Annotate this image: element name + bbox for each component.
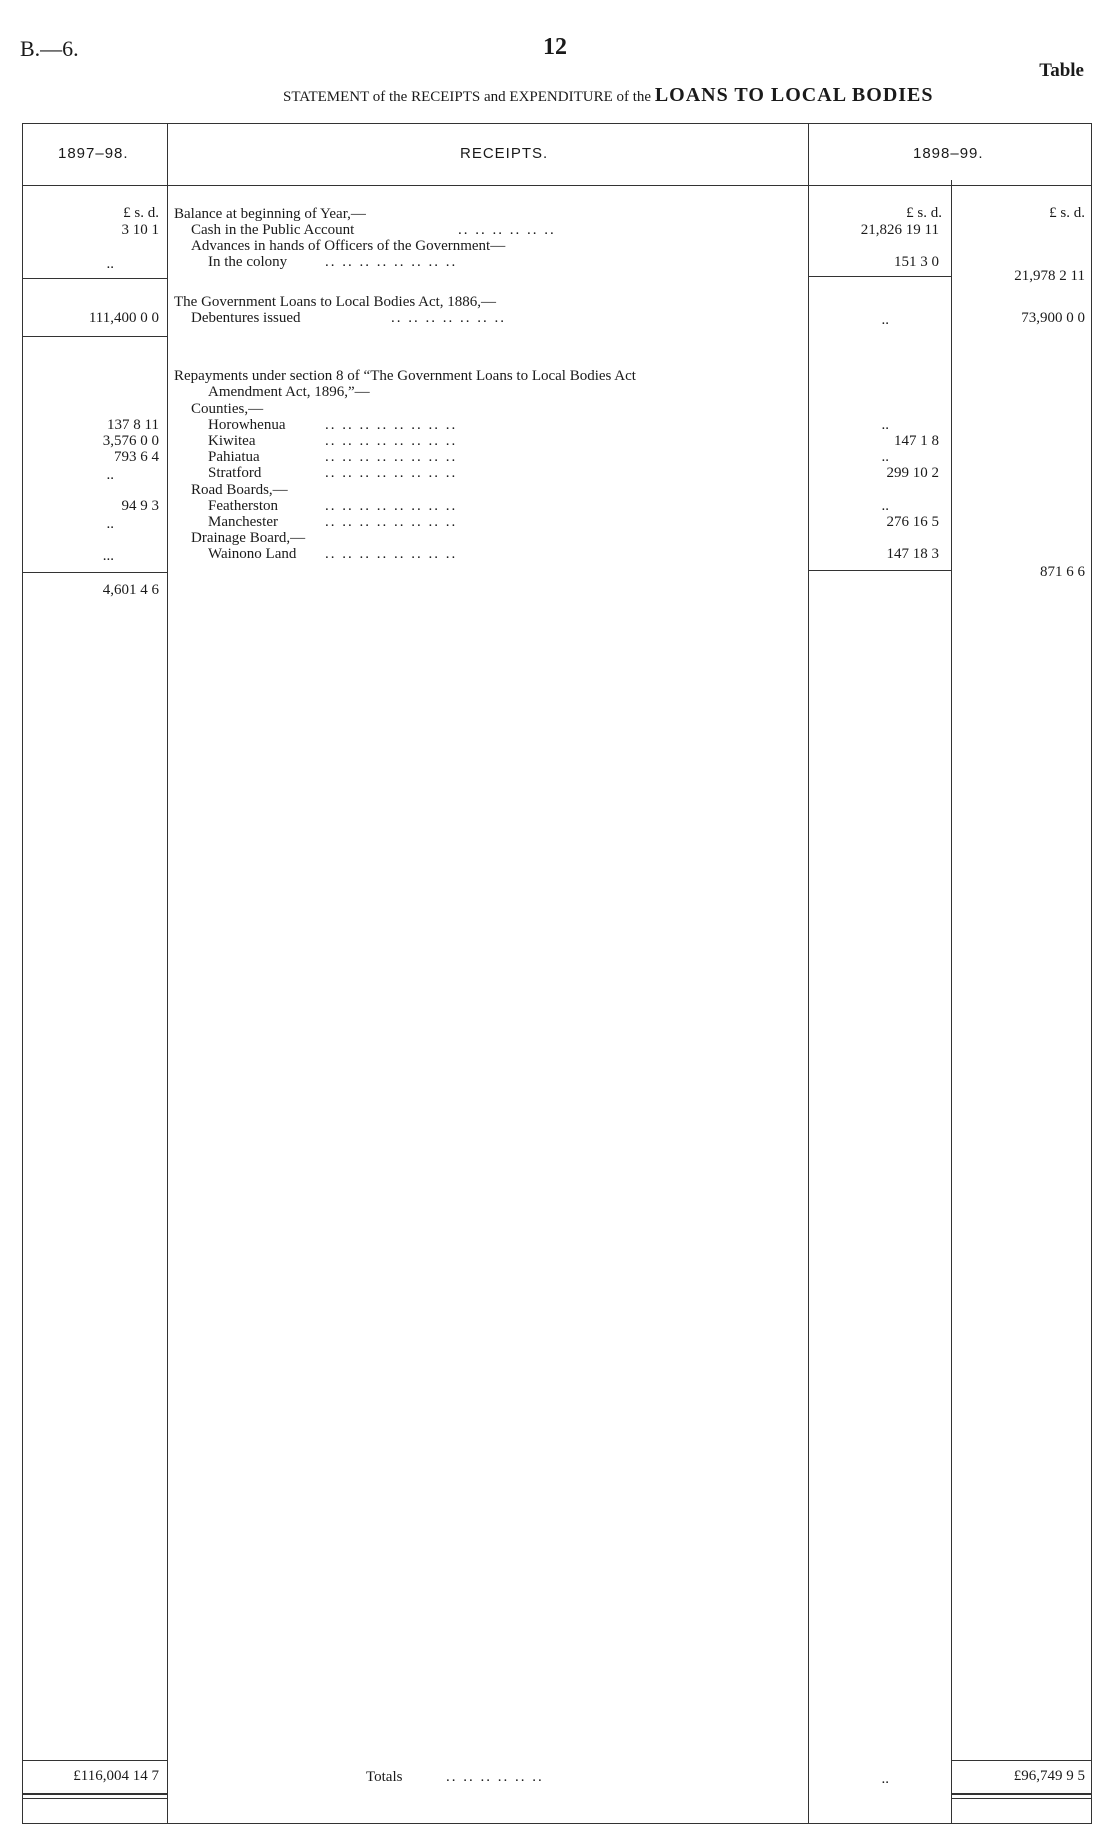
- leader-dots: .. .. .. .. .. ..: [458, 222, 556, 238]
- statement-title-main: LOANS TO LOCAL BODIES: [654, 84, 934, 106]
- colony-prev-amount: ..: [106, 256, 114, 272]
- totals-curr-amount: £96,749 9 5: [1013, 1768, 1085, 1784]
- wainono-curr-amount: 147 18 3: [886, 546, 939, 562]
- leader-dots: .. .. .. .. .. .. .. ..: [325, 546, 458, 562]
- table-left-border: [22, 123, 23, 1823]
- debentures-curr-amount: ..: [881, 312, 889, 328]
- leader-dots: .. .. .. .. .. .. .. ..: [325, 433, 458, 449]
- table-bottom-border: [22, 1823, 1092, 1824]
- column-divider-1: [167, 123, 168, 1823]
- leader-dots: .. .. .. .. .. .. ..: [391, 310, 506, 326]
- manchester-curr-amount: 276 16 5: [886, 514, 939, 530]
- column-heading-receipts: RECEIPTS.: [460, 145, 549, 162]
- kiwitea-curr-amount: 147 1 8: [894, 433, 939, 449]
- wainono-prev-amount: ...: [102, 548, 114, 564]
- leader-dots: .. .. .. .. .. ..: [446, 1769, 544, 1785]
- subtotal-rule: [22, 336, 167, 337]
- horowhenua-prev-amount: 137 8 11: [107, 417, 159, 433]
- act-1886-heading: The Government Loans to Local Bodies Act, 1886,—: [174, 294, 497, 310]
- leader-dots: .. .. .. .. .. .. .. ..: [325, 465, 458, 481]
- subtotal-rule: [808, 276, 951, 277]
- cash-public-account-label: Cash in the Public Account: [191, 222, 355, 238]
- cash-prev-amount: 3 10 1: [121, 222, 159, 238]
- leader-dots: .. .. .. .. .. .. .. ..: [325, 498, 458, 514]
- repayments-total-prev: 4,601 4 6: [102, 582, 159, 598]
- featherston-prev-amount: 94 9 3: [121, 498, 159, 514]
- totals-mid-amount: ..: [881, 1771, 889, 1787]
- totals-double-rule: [951, 1798, 1092, 1799]
- horowhenua-curr-amount: ..: [881, 417, 889, 433]
- totals-top-rule: [951, 1760, 1092, 1761]
- featherston-curr-amount: ..: [881, 498, 889, 514]
- featherston-label: Featherston: [208, 498, 278, 514]
- road-boards-heading: Road Boards,—: [191, 482, 288, 498]
- stratford-prev-amount: ..: [106, 467, 114, 483]
- table-label: Table: [1039, 60, 1084, 81]
- stratford-label: Stratford: [208, 465, 262, 481]
- subtotal-rule: [808, 570, 951, 571]
- table-right-border: [1091, 123, 1092, 1823]
- manchester-label: Manchester: [208, 514, 278, 530]
- debentures-issued-label: Debentures issued: [191, 310, 301, 326]
- totals-double-rule: [22, 1793, 167, 1795]
- totals-double-rule: [951, 1793, 1092, 1795]
- leader-dots: .. .. .. .. .. .. .. ..: [325, 254, 458, 270]
- pahiatua-label: Pahiatua: [208, 449, 260, 465]
- pahiatua-curr-amount: ..: [881, 449, 889, 465]
- totals-top-rule: [22, 1760, 167, 1761]
- wainono-land-label: Wainono Land: [208, 546, 297, 562]
- debentures-prev-amount: 111,400 0 0: [88, 310, 159, 326]
- manchester-prev-amount: ..: [106, 516, 114, 532]
- repayments-heading-line2: Amendment Act, 1896,”—: [208, 384, 370, 400]
- totals-double-rule: [22, 1798, 167, 1799]
- subtotal-rule: [22, 572, 167, 573]
- totals-prev-amount: £116,004 14 7: [73, 1768, 159, 1784]
- statement-title-prefix: STATEMENT of the RECEIPTS and EXPENDITURE of the: [283, 89, 652, 105]
- statement-title: [283, 84, 934, 107]
- unit-label-curr-sub: £ s. d.: [906, 205, 942, 221]
- drainage-board-heading: Drainage Board,—: [191, 530, 306, 546]
- advances-label: Advances in hands of Officers of the Government—: [191, 238, 506, 254]
- pahiatua-prev-amount: 793 6 4: [114, 449, 159, 465]
- stratford-curr-amount: 299 10 2: [886, 465, 939, 481]
- in-the-colony-label: In the colony: [208, 254, 288, 270]
- balance-total-amount: 21,978 2 11: [1014, 268, 1085, 284]
- cash-curr-amount: 21,826 19 11: [860, 222, 939, 238]
- repayments-heading-line1: Repayments under section 8 of “The Government Loans to Local Bodies Act: [174, 368, 636, 384]
- debentures-total-amount: 73,900 0 0: [1021, 310, 1085, 326]
- table-top-border: [22, 123, 1092, 124]
- horowhenua-label: Horowhenua: [208, 417, 286, 433]
- balance-heading: Balance at beginning of Year,—: [174, 206, 366, 222]
- kiwitea-prev-amount: 3,576 0 0: [102, 433, 159, 449]
- column-divider-2: [808, 123, 809, 1823]
- counties-heading: Counties,—: [191, 401, 264, 417]
- repayments-total-curr: 871 6 6: [1040, 564, 1085, 580]
- kiwitea-label: Kiwitea: [208, 433, 256, 449]
- unit-label-prev: £ s. d.: [123, 205, 159, 221]
- leader-dots: .. .. .. .. .. .. .. ..: [325, 417, 458, 433]
- column-heading-1898-99: 1898–99.: [913, 145, 984, 162]
- document-reference: B.—6.: [20, 36, 79, 61]
- leader-dots: .. .. .. .. .. .. .. ..: [325, 514, 458, 530]
- subtotal-rule: [22, 278, 167, 279]
- totals-label: Totals: [366, 1769, 403, 1785]
- header-bottom-border: [22, 185, 1092, 186]
- leader-dots: .. .. .. .. .. .. .. ..: [325, 449, 458, 465]
- page-number: 12: [543, 34, 567, 60]
- column-divider-3: [951, 180, 952, 1823]
- column-heading-1897-98: 1897–98.: [58, 145, 129, 162]
- unit-label-curr-total: £ s. d.: [1049, 205, 1085, 221]
- colony-curr-amount: 151 3 0: [894, 254, 939, 270]
